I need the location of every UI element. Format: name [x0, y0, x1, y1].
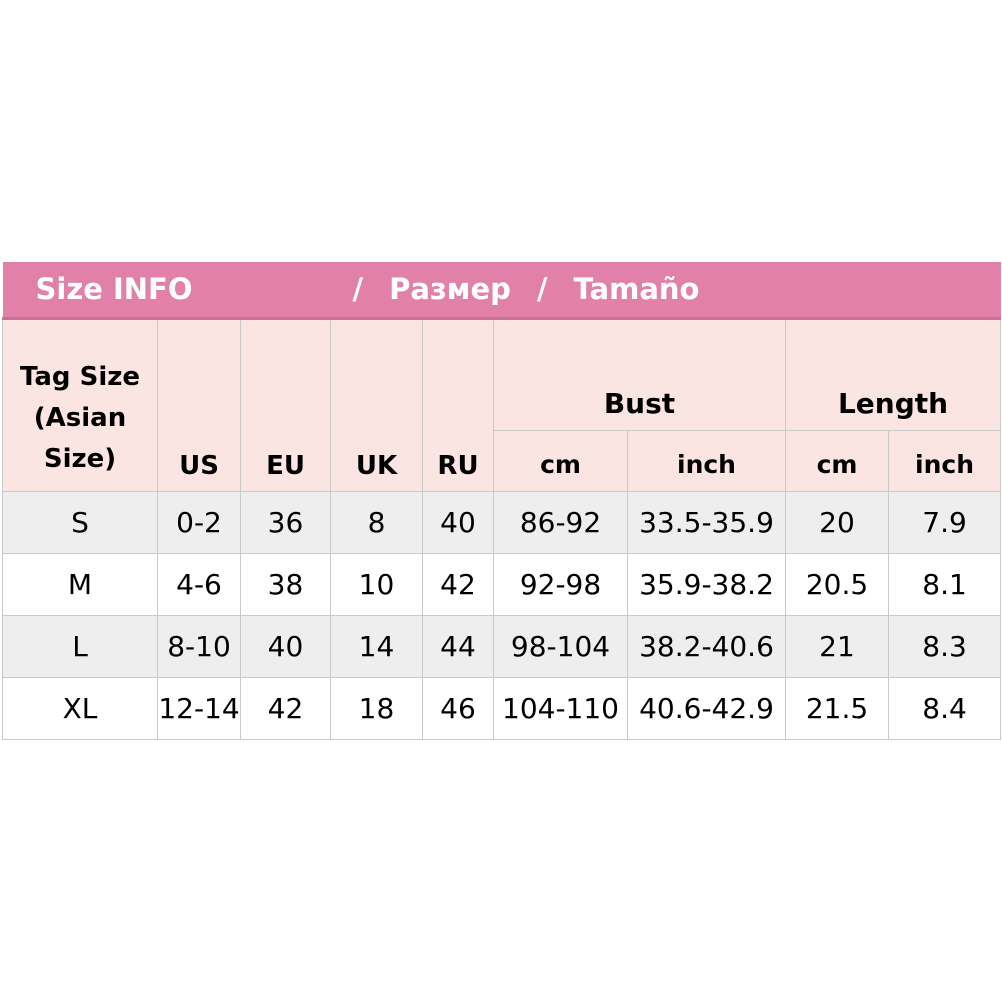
cell-bust-cm: 104-110 — [494, 677, 628, 739]
col-header-bust: Bust — [494, 318, 786, 430]
size-row-xl — [3, 677, 1001, 739]
size-row-s — [3, 491, 1001, 553]
col-header-bust-cm: cm — [494, 430, 628, 491]
table-title-bar — [3, 262, 1001, 318]
cell-tag: M — [3, 553, 158, 615]
cell-eu: 40 — [241, 615, 331, 677]
cell-uk: 8 — [331, 491, 423, 553]
cell-us: 4-6 — [158, 553, 241, 615]
col-header-length-cm: cm — [786, 430, 889, 491]
col-header-tag-size: Tag Size (Asian Size) — [3, 318, 158, 491]
col-header-bust-inch: inch — [628, 430, 786, 491]
cell-bust-cm: 98-104 — [494, 615, 628, 677]
title-tamano: Tamaño — [573, 272, 700, 307]
cell-us: 12-14 — [158, 677, 241, 739]
cell-uk: 14 — [331, 615, 423, 677]
cell-length-inch: 8.1 — [889, 553, 1001, 615]
col-header-eu: EU — [241, 318, 331, 491]
cell-length-inch: 8.3 — [889, 615, 1001, 677]
title-separator-1: / — [352, 272, 364, 307]
size-row-l — [3, 615, 1001, 677]
cell-length-cm: 21 — [786, 615, 889, 677]
title-razmer: Размер — [389, 272, 511, 307]
cell-ru: 40 — [423, 491, 494, 553]
cell-tag: L — [3, 615, 158, 677]
cell-tag: XL — [3, 677, 158, 739]
col-header-length: Length — [786, 318, 1001, 430]
cell-ru: 44 — [423, 615, 494, 677]
header-row-top — [3, 318, 1001, 430]
cell-us: 0-2 — [158, 491, 241, 553]
cell-eu: 36 — [241, 491, 331, 553]
cell-length-cm: 20.5 — [786, 553, 889, 615]
cell-bust-inch: 33.5-35.9 — [628, 491, 786, 553]
cell-bust-cm: 92-98 — [494, 553, 628, 615]
size-row-m — [3, 553, 1001, 615]
size-chart-table — [2, 262, 1001, 740]
col-header-length-inch: inch — [889, 430, 1001, 491]
cell-length-cm: 21.5 — [786, 677, 889, 739]
cell-length-inch: 7.9 — [889, 491, 1001, 553]
cell-eu: 42 — [241, 677, 331, 739]
cell-length-inch: 8.4 — [889, 677, 1001, 739]
cell-bust-inch: 38.2-40.6 — [628, 615, 786, 677]
title-separator-2: / — [536, 272, 548, 307]
col-header-uk: UK — [331, 318, 423, 491]
title-row — [3, 262, 1001, 318]
cell-uk: 18 — [331, 677, 423, 739]
cell-eu: 38 — [241, 553, 331, 615]
cell-uk: 10 — [331, 553, 423, 615]
cell-bust-cm: 86-92 — [494, 491, 628, 553]
cell-length-cm: 20 — [786, 491, 889, 553]
cell-ru: 46 — [423, 677, 494, 739]
col-header-ru: RU — [423, 318, 494, 491]
col-header-us: US — [158, 318, 241, 491]
cell-tag: S — [3, 491, 158, 553]
title-size-info: Size INFO — [35, 272, 193, 307]
cell-bust-inch: 35.9-38.2 — [628, 553, 786, 615]
cell-bust-inch: 40.6-42.9 — [628, 677, 786, 739]
cell-us: 8-10 — [158, 615, 241, 677]
cell-ru: 42 — [423, 553, 494, 615]
